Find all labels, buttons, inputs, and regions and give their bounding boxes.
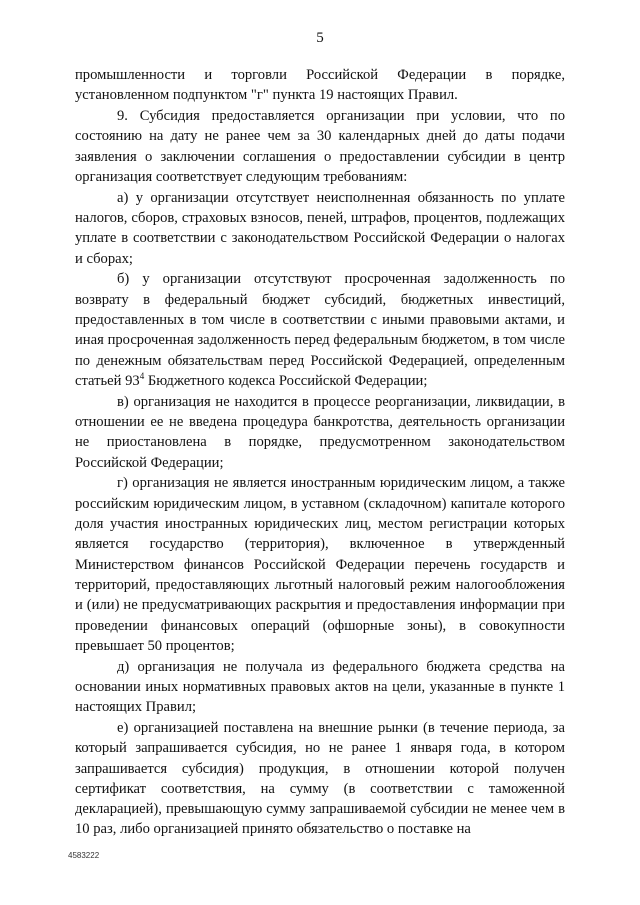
paragraph-continuation: промышленности и торговли Российской Федерации в порядке, установленном подпунктом "г" пункта 19 настоящих Правил. <box>75 67 565 104</box>
paragraph-9: 9. Субсидия предоставляется организации при условии, что по состоянию на дату не ранее чем за 30 календарных дней до даты подачи заявления о заключении соглашения о предоставлении субсидии в центр организация соответствует следующим требованиям: <box>75 108 565 185</box>
document-id: 4583222 <box>68 851 100 860</box>
paragraph-item-b-text: б) у организации отсутствуют просроченная задолженность по возврату в федеральный бюджет субсидий, бюджетных инвестиций, предоставленных в том числе в соответствии с иными правовыми актами, и иная просроченная задолженность перед федеральным бюджетом, в том числе по денежным обязательствам перед Российской Федерацией, определенным статьей 93 <box>75 271 565 389</box>
paragraph-item-v: в) организация не находится в процессе реорганизации, ликвидации, в отношении ее не введена процедура банкротства, деятельность организации не приостановлена в порядке, предусмотренном законодательством Российской Федерации; <box>75 393 565 471</box>
paragraph-item-e: е) организацией поставлена на внешние рынки (в течение периода, за который запрашивается субсидия, но не ранее 1 января года, в котором запрашивается субсидия) продукция, в отношении которой получен сертификат соответствия, на сумму (в соответствии с таможенной декларацией), превышающую сумму запрашиваемой субсидии не менее чем в 10 раз, либо организацией принято обязательство о поставке на <box>75 720 565 838</box>
paragraph-item-a: а) у организации отсутствует неисполненная обязанность по уплате налогов, сборов, страховых взносов, пеней, штрафов, процентов, подлежащих уплате в соответствии с законодательством Российской Федерации о налогах и сборах; <box>75 189 565 267</box>
paragraph-item-b-tail: Бюджетного кодекса Российской Федерации; <box>144 372 428 389</box>
paragraph-item-d: д) организация не получала из федерального бюджета средства на основании иных нормативных правовых актов на цели, указанные в пункте 1 настоящих Правил; <box>75 658 565 716</box>
page-number: 5 <box>316 30 324 46</box>
paragraph-item-b <box>75 269 565 391</box>
document-body <box>75 65 565 840</box>
article-superscript: 4 <box>139 371 145 382</box>
paragraph-item-g: г) организация не является иностранным юридическим лицом, а также российским юридическим лицом, в уставном (складочном) капитале которого доля участия иностранных юридических лиц, местом регистрации которых является государство (территория), включенное в утвержденный Министерством финансов Российской Федерации перечень государств и территорий, предоставляющих льготный налоговый режим налогообложения и (или) не предусматривающих раскрытия и предоставления информации при проведении финансовых операций (офшорные зоны), в совокупности превышает 50 процентов; <box>75 475 565 654</box>
